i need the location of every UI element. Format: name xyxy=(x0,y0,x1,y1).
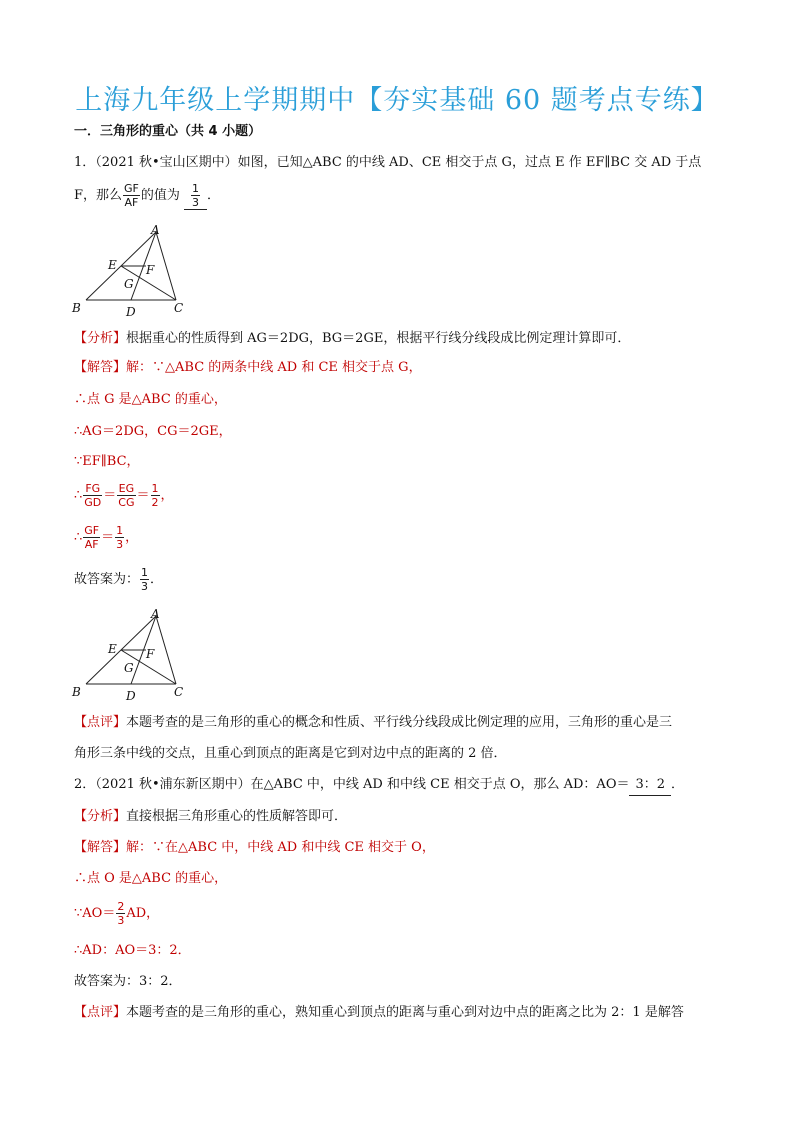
q1-solution-line1 xyxy=(74,358,422,378)
comma: ， xyxy=(125,530,139,545)
therefore-symbol: ∴ xyxy=(74,488,83,503)
q1-analysis xyxy=(74,329,630,349)
fraction xyxy=(116,900,125,927)
frac-numerator: 1 xyxy=(151,482,159,495)
frac-numerator: 2 xyxy=(117,900,125,913)
q1-solution-line2: ∴点 G 是△ABC 的重心， xyxy=(74,392,227,407)
label-A: A xyxy=(151,607,160,621)
q1-solution-line4: ∵EF∥BC， xyxy=(74,454,140,469)
solution-text: 解：∵在△ABC 中，中线 AD 和中线 CE 相交于 O， xyxy=(126,840,435,855)
period: ． xyxy=(150,572,164,587)
q2-solution-line4: ∴AD：AO＝3：2． xyxy=(74,943,191,958)
equals-sign: ＝ xyxy=(103,488,117,503)
q1-stem-line1: 1．（2021 秋•宝山区期中）如图，已知△ABC 的中线 AD、CE 相交于点 G，过点 E 作 EF∥BC 交 AD 于点 xyxy=(74,155,702,170)
q2-stem-text: 2．（2021 秋•浦东新区期中）在△ABC 中，中线 AD 和中线 CE 相交于点 O，那么 AD：AO＝ xyxy=(74,777,630,792)
equation-prefix: ∵AO＝ xyxy=(74,906,116,921)
fraction xyxy=(83,482,102,509)
label-F: F xyxy=(146,647,155,661)
answer-prefix: 故答案为： xyxy=(74,572,140,587)
q1-solution-line3: ∴AG＝2DG，CG＝2GE， xyxy=(74,424,232,439)
label-F: F xyxy=(146,263,155,277)
q2-stem-end: ． xyxy=(671,777,685,792)
label-E: E xyxy=(108,642,117,656)
frac-denominator: 3 xyxy=(141,580,149,593)
frac-denominator: 3 xyxy=(192,196,200,209)
frac-denominator: AF xyxy=(124,196,139,209)
frac-denominator: AF xyxy=(84,538,99,551)
label-B: B xyxy=(72,301,81,315)
page-title: 上海九年级上学期期中【夯实基础 60 题考点专练】 xyxy=(75,85,719,116)
fraction xyxy=(151,482,160,509)
equals-sign: ＝ xyxy=(101,530,115,545)
q1-triangle-figure-2 xyxy=(66,606,196,702)
comment-tag: 【点评】 xyxy=(74,1005,127,1020)
q2-analysis xyxy=(74,807,347,827)
label-A: A xyxy=(151,223,160,237)
q2-solution-line1 xyxy=(74,838,435,858)
frac-denominator: 2 xyxy=(151,496,159,509)
comment-text: 本题考查的是三角形的重心，熟知重心到顶点的距离与重心到对边中点的距离之比为 2：1 是解答 xyxy=(126,1005,684,1020)
frac-numerator: GF xyxy=(124,182,139,195)
q1-stem-mid: 的值为 xyxy=(140,188,180,203)
analysis-tag: 【分析】 xyxy=(74,331,127,346)
frac-numerator: GF xyxy=(84,524,100,537)
equation-suffix: AD， xyxy=(126,906,160,921)
fraction xyxy=(115,524,124,551)
q1-stem-line2 xyxy=(74,182,220,210)
q1-triangle-figure xyxy=(66,222,196,318)
q1-solution-line6 xyxy=(74,524,138,551)
q1-answer-blank xyxy=(184,182,207,210)
q1-stem-end: ． xyxy=(207,188,221,203)
equals-sign: ＝ xyxy=(136,488,150,503)
analysis-text: 直接根据三角形重心的性质解答即可． xyxy=(126,809,348,824)
solution-text: 解：∵△ABC 的两条中线 AD 和 CE 相交于点 G， xyxy=(126,360,422,375)
label-C: C xyxy=(174,301,184,315)
label-E: E xyxy=(108,258,117,272)
q2-solution-line3 xyxy=(74,900,159,927)
q1-comment-line2: 角形三条中线的交点，且重心到顶点的距离是它到对边中点的距离的 2 倍． xyxy=(74,746,507,761)
label-C: C xyxy=(174,685,184,699)
solution-tag: 【解答】 xyxy=(74,360,127,375)
frac-numerator: FG xyxy=(83,482,102,496)
q1-comment-line1 xyxy=(74,713,672,733)
frac-numerator: 1 xyxy=(141,566,149,579)
q2-answer-blank: 3：2 xyxy=(629,775,671,796)
analysis-tag: 【分析】 xyxy=(74,809,127,824)
fraction xyxy=(83,524,100,551)
solution-tag: 【解答】 xyxy=(74,840,127,855)
label-B: B xyxy=(72,685,81,699)
label-D: D xyxy=(126,689,136,702)
analysis-text: 根据重心的性质得到 AG＝2DG，BG＝2GE，根据平行线分线段成比例定理计算即可． xyxy=(126,331,631,346)
q2-comment-line1 xyxy=(74,1003,684,1023)
q2-solution-line2: ∴点 O 是△ABC 的重心， xyxy=(74,871,228,886)
comma: ， xyxy=(160,488,174,503)
frac-denominator: 3 xyxy=(116,538,124,551)
frac-denominator: GD xyxy=(84,496,102,509)
frac-denominator: CG xyxy=(118,496,135,509)
q1-stem-pre: F，那么 xyxy=(74,188,123,203)
q2-solution-line5: 故答案为：3：2． xyxy=(74,974,182,989)
q2-stem xyxy=(74,775,684,796)
comment-text: 本题考查的是三角形的重心的概念和性质、平行线分线段成比例定理的应用，三角形的重心是三 xyxy=(126,715,673,730)
q1-solution-line7 xyxy=(74,566,163,593)
frac-denominator: 3 xyxy=(117,914,125,927)
q1-solution-line5 xyxy=(74,482,174,509)
fraction xyxy=(140,566,149,593)
label-G: G xyxy=(124,277,134,291)
frac-numerator: 1 xyxy=(192,182,200,195)
section-heading: 一．三角形的重心（共 4 小题） xyxy=(74,124,262,139)
label-D: D xyxy=(126,305,136,318)
fraction xyxy=(117,482,135,509)
comment-tag: 【点评】 xyxy=(74,715,127,730)
therefore-symbol: ∴ xyxy=(74,530,83,545)
q1-stem-fraction xyxy=(123,182,140,209)
frac-numerator: EG xyxy=(118,482,135,495)
q1-answer-fraction xyxy=(191,182,200,209)
frac-numerator: 1 xyxy=(116,524,124,537)
label-G: G xyxy=(124,661,134,675)
